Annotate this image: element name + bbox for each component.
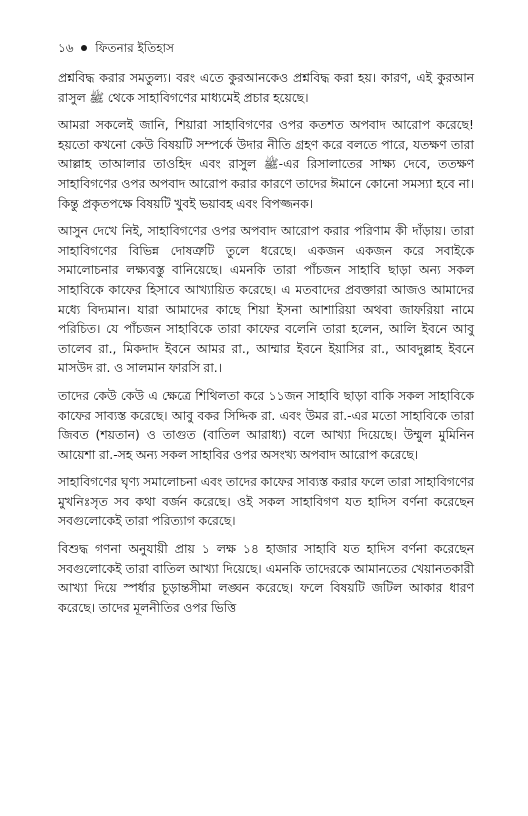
running-header <box>58 40 474 56</box>
paragraph-6: বিশুদ্ধ গণনা অনুযায়ী প্রায় ১ লক্ষ ১৪ হাজার সাহাবি যত হাদিস বর্ণনা করেছেন সবগুলোকেই তারা বাতিল আখ্যা দিয়েছে। এমনকি তাদেরকে আমানতের খেয়ানতকারী আখ্যা দিয়ে স্পর্ধার চূড়ান্তসীমা লঙ্ঘন করেছে। ফলে বিষয়টি জটিল আকার ধারণ করেছে। তাদের মূলনীতির ওপর ভিত্তি <box>58 542 474 615</box>
paragraph-3: আসুন দেখে নিই, সাহাবিগণের ওপর অপবাদ আরোপ করার পরিণাম কী দাঁড়ায়। তারা সাহাবিগণের বিভিন্ন দোষত্রুটি তুলে ধরেছে। একজন একজন করে সবাইকে সমালোচনার লক্ষ্যবস্তু বানিয়েছে। এমনকি তারা পাঁচজন সাহাবি ছাড়া অন্য সকল সাহাবিকে কাফের হিসাবে আখ্যায়িত করেছে। এ মতবাদের প্রবক্তারা আজও আমাদের মধ্যে বিদ্যমান। যারা আমাদের কাছে শিয়া ইসনা আশারিয়া অথবা জাফরিয়া নামে পরিচিত। যে পাঁচজন সাহাবিকে তারা কাফের বলেনি তারা হলেন, আলি ইবনে আবু তালেব রা., মিকদাদ ইবনে আমর রা., আম্মার ইবনে ইয়াসির রা., আবদুল্লাহ ইবনে মাসউদ রা. ও সালমান ফারসি রা.। <box>58 224 474 376</box>
page-number: ১৬ <box>58 41 74 55</box>
book-page <box>58 40 474 626</box>
paragraph-5: সাহাবিগণের ঘৃণ্য সমালোচনা এবং তাদের কাফের সাব্যস্ত করার ফলে তারা সাহাবিগণের মুখনিঃসৃত সব কথা বর্জন করেছে। ওই সকল সাহাবিগণ যত হাদিস বর্ণনা করেছেন সবগুলোকেই তারা পরিত্যাগ করেছে। <box>58 475 474 529</box>
paragraph-2: আমরা সকলেই জানি, শিয়ারা সাহাবিগণের ওপর কতশত অপবাদ আরোপ করেছে! হয়তো কখনো কেউ বিষয়টি সম্পর্কে উদার নীতি গ্রহণ করে বলতে পারে, যতক্ষণ তারা আল্লাহ তাআলার তাওহিদ এবং রাসুল ﷺ-এর রিসালাতের সাক্ষ্য দেবে, ততক্ষণ সাহাবিগণের ওপর অপবাদ আরোপ করার কারণে তাদের ঈমানে কোনো সমস্যা হবে না। কিন্তু প্রকৃতপক্ষে বিষয়টি খুবই ভয়াবহ এবং বিপজ্জনক। <box>58 118 474 211</box>
paragraph-4: তাদের কেউ কেউ এ ক্ষেত্রে শিথিলতা করে ১১জন সাহাবি ছাড়া বাকি সকল সাহাবিকে কাফের সাব্যস্ত করেছে। আবু বকর সিদ্দিক রা. এবং উমর রা.-এর মতো সাহাবিকে তারা জিবত (শয়তান) ও তাগুত (বাতিল আরাধ্য) বলে আখ্যা দিয়েছে। উম্মুল মুমিনিন আয়েশা রা.-সহ অন্য সকল সাহাবির ওপর অসংখ্য অপবাদ আরোপ করেছে। <box>58 388 474 462</box>
paragraph-1: প্রশ্নবিদ্ধ করার সমতুল্য। বরং এতে কুরআনকেও প্রশ্নবিদ্ধ করা হয়। কারণ, এই কুরআন রাসুল ﷺ থেকে সাহাবিগণের মাধ্যমেই প্রচার হয়েছে। <box>58 71 474 105</box>
bullet-separator-icon <box>81 45 87 51</box>
running-title: ফিতনার ইতিহাস <box>95 41 174 55</box>
